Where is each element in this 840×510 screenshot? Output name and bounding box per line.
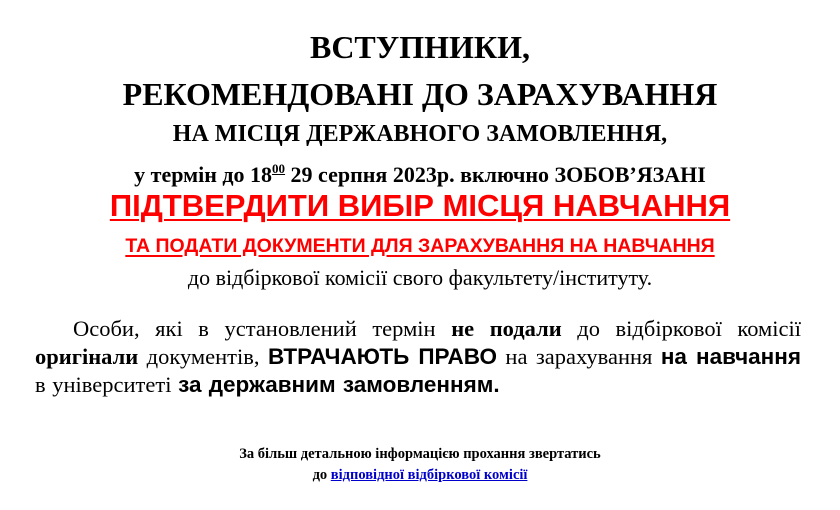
- heading-line-2: РЕКОМЕНДОВАНІ ДО ЗАРАХУВАННЯ: [122, 76, 718, 112]
- red-subtitle: ТА ПОДАТИ ДОКУМЕНТИ ДЛЯ ЗАРАХУВАННЯ НА НАВЧАННЯ: [125, 235, 715, 257]
- heading-line-3: НА МІСЦЯ ДЕРЖАВНОГО ЗАМОВЛЕННЯ,: [172, 121, 668, 147]
- paragraph-bold-state-order: за державним замовленням.: [178, 372, 500, 397]
- deadline-text-after: 29 серпня 2023р. включно ЗОБОВ’ЯЗАНІ: [285, 162, 706, 187]
- deadline-superscript: 00: [272, 161, 286, 176]
- note-line-1: За більш детальною інформацією прохання звертатись: [239, 446, 601, 462]
- destination-line: до відбіркової комісії свого факультету/інституту.: [187, 265, 653, 290]
- red-title-wrap: [0, 188, 840, 224]
- paragraph-part-3: документів,: [138, 344, 268, 369]
- deadline-text-before: у термін до 18: [134, 162, 273, 187]
- warning-paragraph: [35, 315, 801, 399]
- paragraph-part-4: на зарахування: [496, 344, 661, 369]
- deadline-line: [0, 156, 840, 188]
- paragraph-part-5: в університеті: [35, 372, 179, 397]
- note-line-2: [0, 465, 840, 485]
- note-prefix: до: [312, 467, 331, 483]
- paragraph-bold-originals: оригінали: [35, 344, 139, 369]
- red-title: ПІДТВЕРДИТИ ВИБІР МІСЦЯ НАВЧАННЯ: [109, 188, 731, 223]
- paragraph-bold-lose-right: ВТРАЧАЮТЬ ПРАВО: [267, 344, 497, 369]
- heading-line-1: ВСТУПНИКИ,: [309, 29, 531, 65]
- paragraph-bold-not-submitted: не подали: [451, 316, 562, 341]
- paragraph-part-2: до відбіркової комісії: [561, 316, 801, 341]
- red-subtitle-wrap: [0, 234, 840, 258]
- paragraph-bold-for-study: на навчання: [660, 344, 801, 369]
- admission-committee-link[interactable]: відповідної відбіркової комісії: [330, 467, 528, 483]
- paragraph-part-1: Особи, які в установлений термін: [73, 316, 452, 341]
